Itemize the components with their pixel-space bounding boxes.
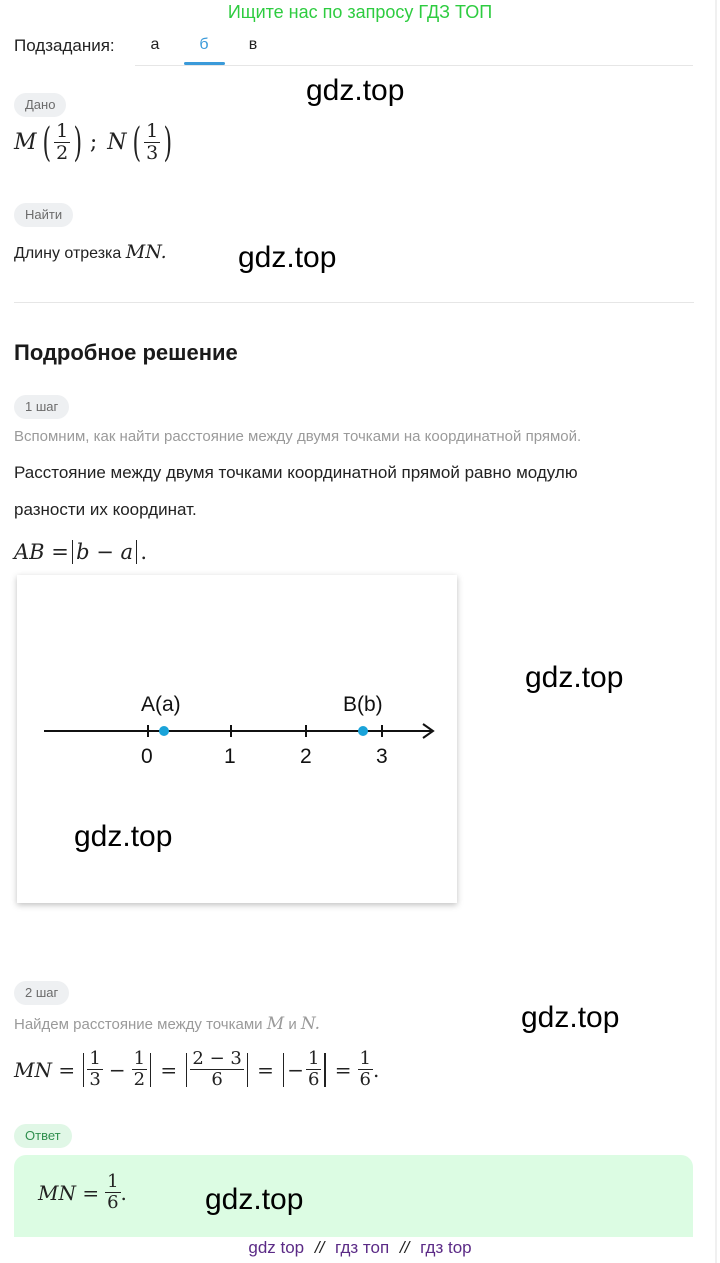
frac5-den: 6 (359, 1069, 371, 1091)
given-n-letter: N (107, 130, 127, 156)
footer-link-2[interactable]: гдз топ (335, 1238, 390, 1257)
step1-formula (14, 540, 147, 564)
equals-2: = (257, 1058, 274, 1082)
given-pill: Дано (14, 93, 66, 117)
formula-period: . (372, 1058, 380, 1082)
subtasks-label: Подзадания: (14, 36, 115, 55)
section-divider (14, 302, 694, 303)
watermark: gdz.top (238, 241, 337, 274)
point-a-label: A(a) (141, 693, 181, 716)
tick-label-3: 3 (376, 745, 388, 768)
tick-label-1: 1 (224, 745, 236, 768)
step1-text-line1: Расстояние между двумя точками координатной прямой равно модулю (14, 463, 578, 482)
given-m-letter: M (14, 130, 37, 156)
point-a (159, 726, 169, 736)
tabs-divider (135, 65, 693, 66)
frac1-num: 1 (89, 1048, 101, 1070)
answer-num: 1 (107, 1171, 119, 1192)
frac2-den: 2 (133, 1069, 146, 1091)
formula-lhs: AB = (14, 540, 69, 564)
footer-link-3[interactable]: гдз top (420, 1238, 472, 1257)
scrollbar-track[interactable] (715, 0, 717, 1263)
given-formula: M ( $\frac{1}{2}$ ) ; N ( $\frac{1}{3}$ ) (14, 119, 173, 166)
negative-sign: − (287, 1058, 304, 1082)
answer-pill: Ответ (14, 1124, 72, 1148)
formula-end: . (140, 540, 148, 564)
step2-lhs: MN = (14, 1058, 76, 1082)
watermark: gdz.top (205, 1183, 304, 1216)
step2-hint-and: и (288, 1016, 297, 1033)
answer-period: . (120, 1180, 127, 1205)
answer-den: 6 (107, 1191, 119, 1213)
minus-sign: − (108, 1058, 126, 1082)
active-tab-indicator (184, 62, 225, 65)
step2-pill: 2 шаг (14, 981, 69, 1005)
find-label: Длину отрезка (14, 245, 122, 262)
footer-separator: // (314, 1238, 325, 1257)
step2-formula (14, 1042, 379, 1098)
solution-heading: Подробное решение (14, 340, 238, 365)
frac5-num: 1 (359, 1048, 371, 1070)
search-banner: Ищите нас по запросу ГДЗ ТОП (227, 2, 493, 22)
subtask-tab-v[interactable]: в (248, 36, 258, 53)
watermark: gdz.top (521, 1001, 620, 1034)
answer-box (14, 1155, 693, 1237)
frac3-den: 6 (211, 1069, 223, 1091)
frac2-num: 1 (133, 1048, 146, 1070)
subtask-tab-b[interactable]: б (199, 36, 209, 53)
tick-label-2: 2 (300, 745, 312, 768)
find-math: MN. (125, 241, 167, 263)
frac3-num: 2 − 3 (192, 1048, 242, 1070)
find-pill: Найти (14, 203, 73, 227)
given-semicolon: ; (89, 130, 98, 156)
subtask-tab-a[interactable]: а (150, 36, 160, 53)
answer-lhs: MN = (38, 1180, 100, 1205)
answer-formula (38, 1173, 127, 1213)
frac1-den: 3 (89, 1069, 101, 1091)
formula-inner: b − a (76, 540, 134, 564)
step2-hint-m: M (266, 1014, 285, 1034)
find-text (14, 241, 167, 263)
equals-3: = (334, 1058, 352, 1082)
step2-hint-prefix: Найдем расстояние между точками (14, 1016, 263, 1033)
given-m-num: 1 (56, 120, 69, 142)
footer-link-1[interactable]: gdz top (248, 1238, 305, 1257)
given-n-den: 3 (146, 141, 159, 164)
frac4-den: 6 (307, 1069, 320, 1091)
watermark: gdz.top (306, 74, 405, 107)
frac4-num: 1 (307, 1048, 320, 1070)
step1-pill: 1 шаг (14, 395, 69, 419)
number-line-figure (17, 575, 457, 903)
given-n-num: 1 (146, 120, 159, 142)
watermark: gdz.top (525, 661, 624, 694)
point-b-label: B(b) (343, 693, 383, 716)
footer-separator: // (399, 1238, 410, 1257)
footer (0, 1238, 720, 1258)
step2-hint-n: N. (300, 1014, 321, 1034)
equals-1: = (160, 1058, 178, 1082)
step1-hint: Вспомним, как найти расстояние между двумя точками на координатной прямой. (14, 428, 582, 445)
watermark: gdz.top (74, 820, 173, 853)
given-m-den: 2 (56, 141, 69, 164)
step1-text-line2: разности их координат. (14, 500, 197, 519)
point-b (358, 726, 368, 736)
tick-label-0: 0 (141, 745, 153, 768)
step2-hint (14, 1014, 320, 1034)
